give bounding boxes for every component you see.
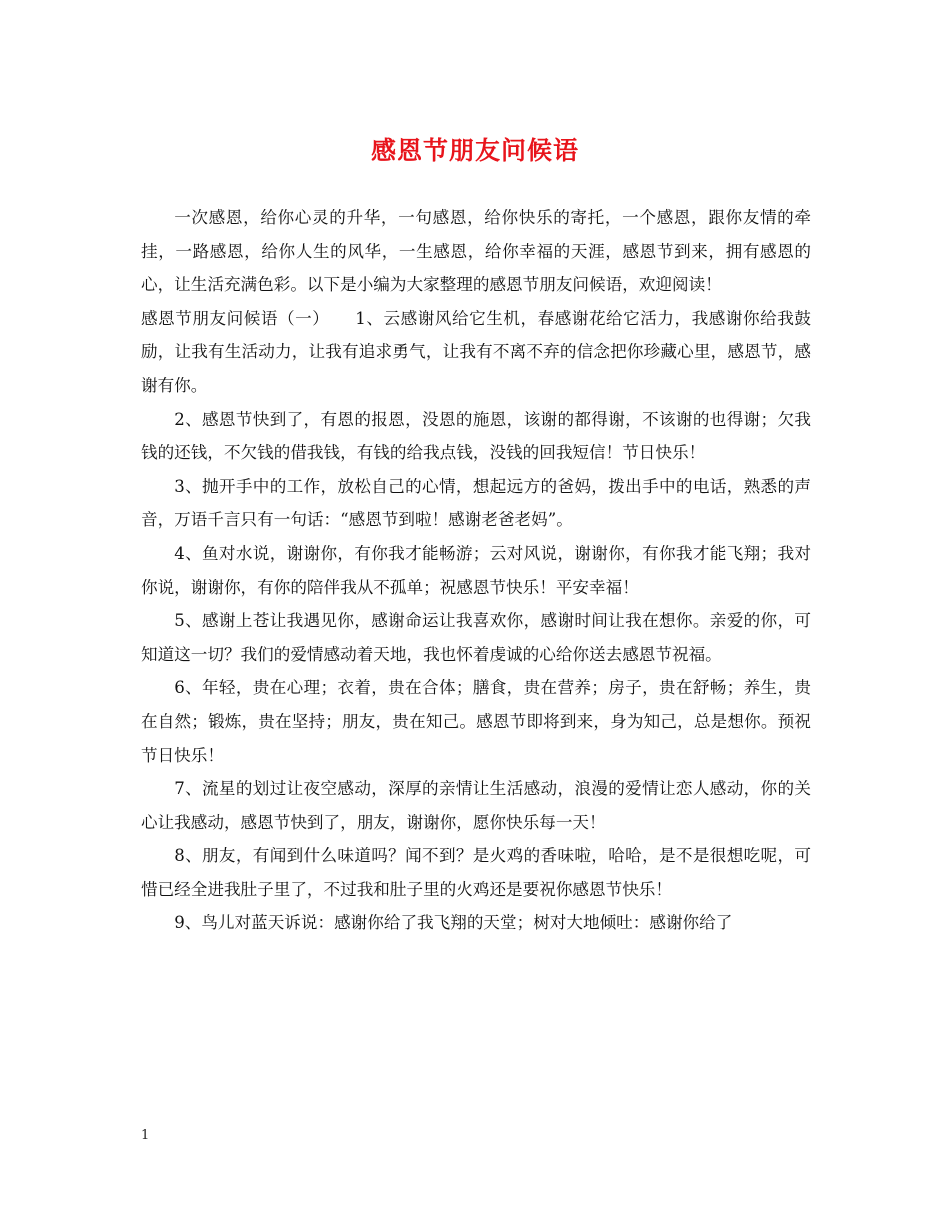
section-heading-paragraph: 感恩节朋友问候语（一） 1、云感谢风给它生机，春感谢花给它活力，我感谢你给我鼓励，让我有生活动力，让我有追求勇气，让我有不离不弃的信念把你珍藏心里，感恩节，感谢有你。 [141,308,811,395]
greeting-item-3: 3、抛开手中的工作，放松自己的心情，想起远方的爸妈，拨出手中的电话，熟悉的声音，万语千言只有一句话：“感恩节到啦！感谢老爸老妈”。 [141,476,811,530]
greeting-item-2: 2、感恩节快到了，有恩的报恩，没恩的施恩，该谢的都得谢，不该谢的也得谢；欠我钱的还钱，不欠钱的借我钱，有钱的给我点钱，没钱的回我短信！节日快乐！ [141,409,811,463]
greeting-item-6: 6、年轻，贵在心理；衣着，贵在合体；膳食，贵在营养；房子，贵在舒畅；养生，贵在自然；锻炼，贵在坚持；朋友，贵在知己。感恩节即将到来，身为知己，总是想你。预祝节日快乐！ [141,678,811,765]
greeting-item-4: 4、鱼对水说，谢谢你，有你我才能畅游；云对风说，谢谢你，有你我才能飞翔；我对你说，谢谢你，有你的陪伴我从不孤单；祝感恩节快乐！平安幸福！ [141,543,811,597]
greeting-item-5: 5、感谢上苍让我遇见你，感谢命运让我喜欢你，感谢时间让我在想你。亲爱的你，可知道这一切？我们的爱情感动着天地，我也怀着虔诚的心给你送去感恩节祝福。 [141,611,811,664]
greeting-item-9: 9、鸟儿对蓝天诉说：感谢你给了我飞翔的天堂；树对大地倾吐：感谢你给了 [174,913,733,933]
intro-paragraph: 一次感恩，给你心灵的升华，一句感恩，给你快乐的寄托，一个感恩，跟你友情的牵挂，一路感恩，给你人生的风华，一生感恩，给你幸福的天涯，感恩节到来，拥有感恩的心，让生活充满色彩。以下是小编为大家整理的感恩节朋友问候语，欢迎阅读！ [141,208,811,295]
document-title: 感恩节朋友问候语 [370,136,579,165]
document-body [141,201,811,940]
greeting-item-8: 8、朋友，有闻到什么味道吗？闻不到？是火鸡的香味啦，哈哈，是不是很想吃呢，可惜已经全进我肚子里了，不过我和肚子里的火鸡还是要祝你感恩节快乐！ [141,846,811,899]
greeting-item-7: 7、流星的划过让夜空感动，深厚的亲情让生活感动，浪漫的爱情让恋人感动，你的关心让我感动，感恩节快到了，朋友，谢谢你，愿你快乐每一天！ [141,779,811,832]
page-number: 1 [141,1128,150,1143]
